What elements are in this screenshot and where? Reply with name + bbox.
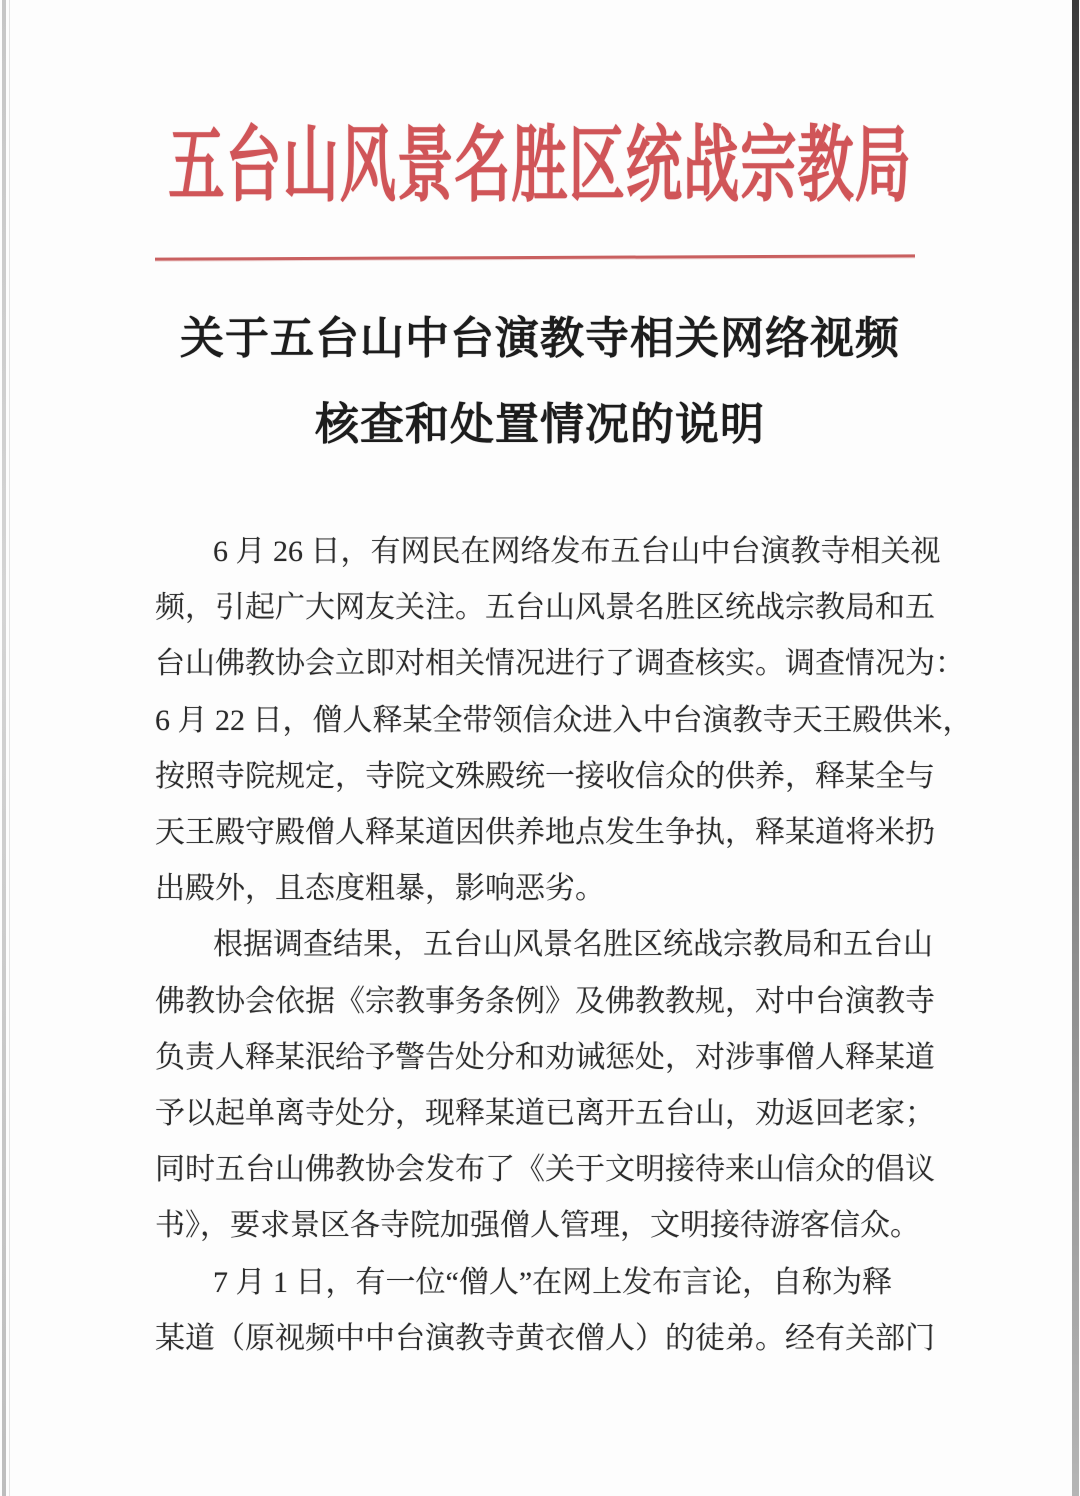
scan-edge-left-inner <box>9 0 10 1496</box>
body-line: 佛教协会依据《宗教事务条例》及佛教教规，对中台演教寺 <box>155 984 935 1018</box>
body-line: 某道（原视频中中台演教寺黄衣僧人）的徒弟。经有关部门 <box>155 1321 935 1355</box>
body-line: 7 月 1 日，有一位“僧人”在网上发布言论，自称为释 <box>213 1265 893 1299</box>
body-line: 予以起单离寺处分，现释某道已离开五台山，劝返回老家； <box>155 1097 935 1131</box>
body-line: 6 月 26 日，有网民在网络发布五台山中台演教寺相关视 <box>213 535 941 568</box>
letterhead-agency-title: 五台山风景名胜区统战宗教局 <box>168 119 912 212</box>
document-title <box>0 296 1080 468</box>
body-line: 按照寺院规定，寺院文殊殿统一接收信众的供养，释某全与 <box>155 759 935 793</box>
body-line: 同时五台山佛教协会发布了《关于文明接待来山信众的倡议 <box>155 1153 935 1187</box>
letterhead-divider-line <box>155 254 915 260</box>
body-line: 出殿外，且态度粗暴，影响恶劣。 <box>155 872 605 906</box>
document-title-line1: 关于五台山中台演教寺相关网络视频 <box>180 314 900 363</box>
document-title-line2: 核查和处置情况的说明 <box>315 400 765 449</box>
body-line: 负责人释某泯给予警告处分和劝诫惩处，对涉事僧人释某道 <box>155 1040 935 1074</box>
body-line: 书》，要求景区各寺院加强僧人管理，文明接待游客信众。 <box>155 1209 920 1243</box>
document-body <box>155 524 973 1367</box>
body-line: 台山佛教协会立即对相关情况进行了调查核实。调查情况为： <box>155 647 965 681</box>
body-line: 6 月 22 日，僧人释某全带领信众进入中台演教寺天王殿供米， <box>155 703 973 737</box>
body-line: 根据调查结果，五台山风景名胜区统战宗教局和五台山 <box>213 928 933 962</box>
body-line: 频，引起广大网友关注。五台山风景名胜区统战宗教局和五 <box>155 591 935 625</box>
body-line: 天王殿守殿僧人释某道因供养地点发生争执，释某道将米扔 <box>155 816 935 850</box>
scan-edge-left <box>2 0 6 1496</box>
scan-edge-right <box>1072 0 1079 1496</box>
